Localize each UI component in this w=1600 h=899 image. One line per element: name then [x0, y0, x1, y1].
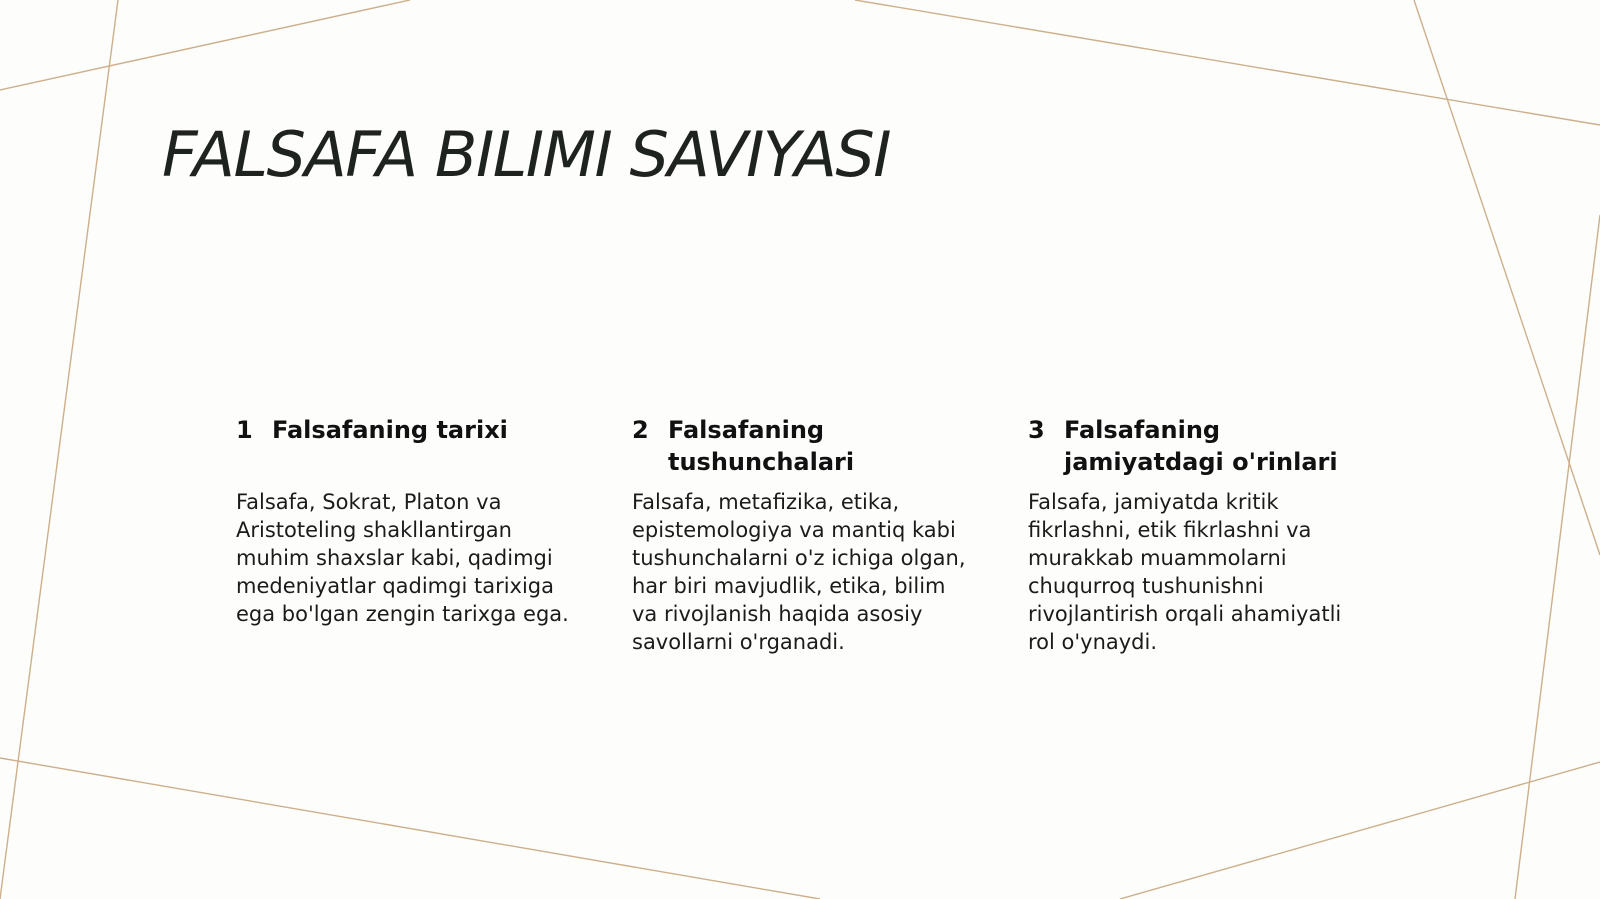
deco-line [0, 0, 410, 90]
column-number: 1 [236, 416, 253, 444]
deco-line [855, 0, 1600, 125]
column-text: Falsafa, Sokrat, Platon va Aristoteling shakllantirgan muhim shaxslar kabi, qadimgi medeniyatlar qadimgi tarixiga ega bo'lgan zengin tarixga ega. [236, 490, 569, 626]
column-heading: Falsafaning jamiyatdagi o'rinlari [1064, 416, 1338, 476]
column-concepts [632, 414, 972, 656]
column-text: Falsafa, jamiyatda kritik fikrlashni, etik fikrlashni va murakkab muammolarni chuqurroq tushunishni rivojlantirish orqali ahamiyatli rol o'ynaydi. [1028, 490, 1342, 654]
slide-title: FALSAFA BILIMI SAVIYASI [162, 118, 891, 191]
column-heading: Falsafaning tarixi [272, 416, 508, 444]
column-header [1028, 414, 1368, 480]
column-society [1028, 414, 1368, 656]
deco-line [1414, 0, 1600, 555]
column-number: 2 [632, 416, 649, 444]
column-text: Falsafa, metafizika, etika, epistemologiya va mantiq kabi tushunchalarni o'z ichiga olgan, har biri mavjudlik, etika, bilim va rivojlanish haqida asosiy savollarni o'rganadi. [632, 490, 966, 654]
deco-line [1515, 215, 1600, 899]
deco-line [0, 758, 820, 899]
column-number: 3 [1028, 416, 1045, 444]
column-history [236, 414, 576, 628]
deco-line [1120, 762, 1600, 899]
column-header [632, 414, 972, 480]
column-header [236, 414, 576, 480]
column-heading: Falsafaning tushunchalari [668, 416, 855, 476]
deco-line [0, 0, 118, 899]
